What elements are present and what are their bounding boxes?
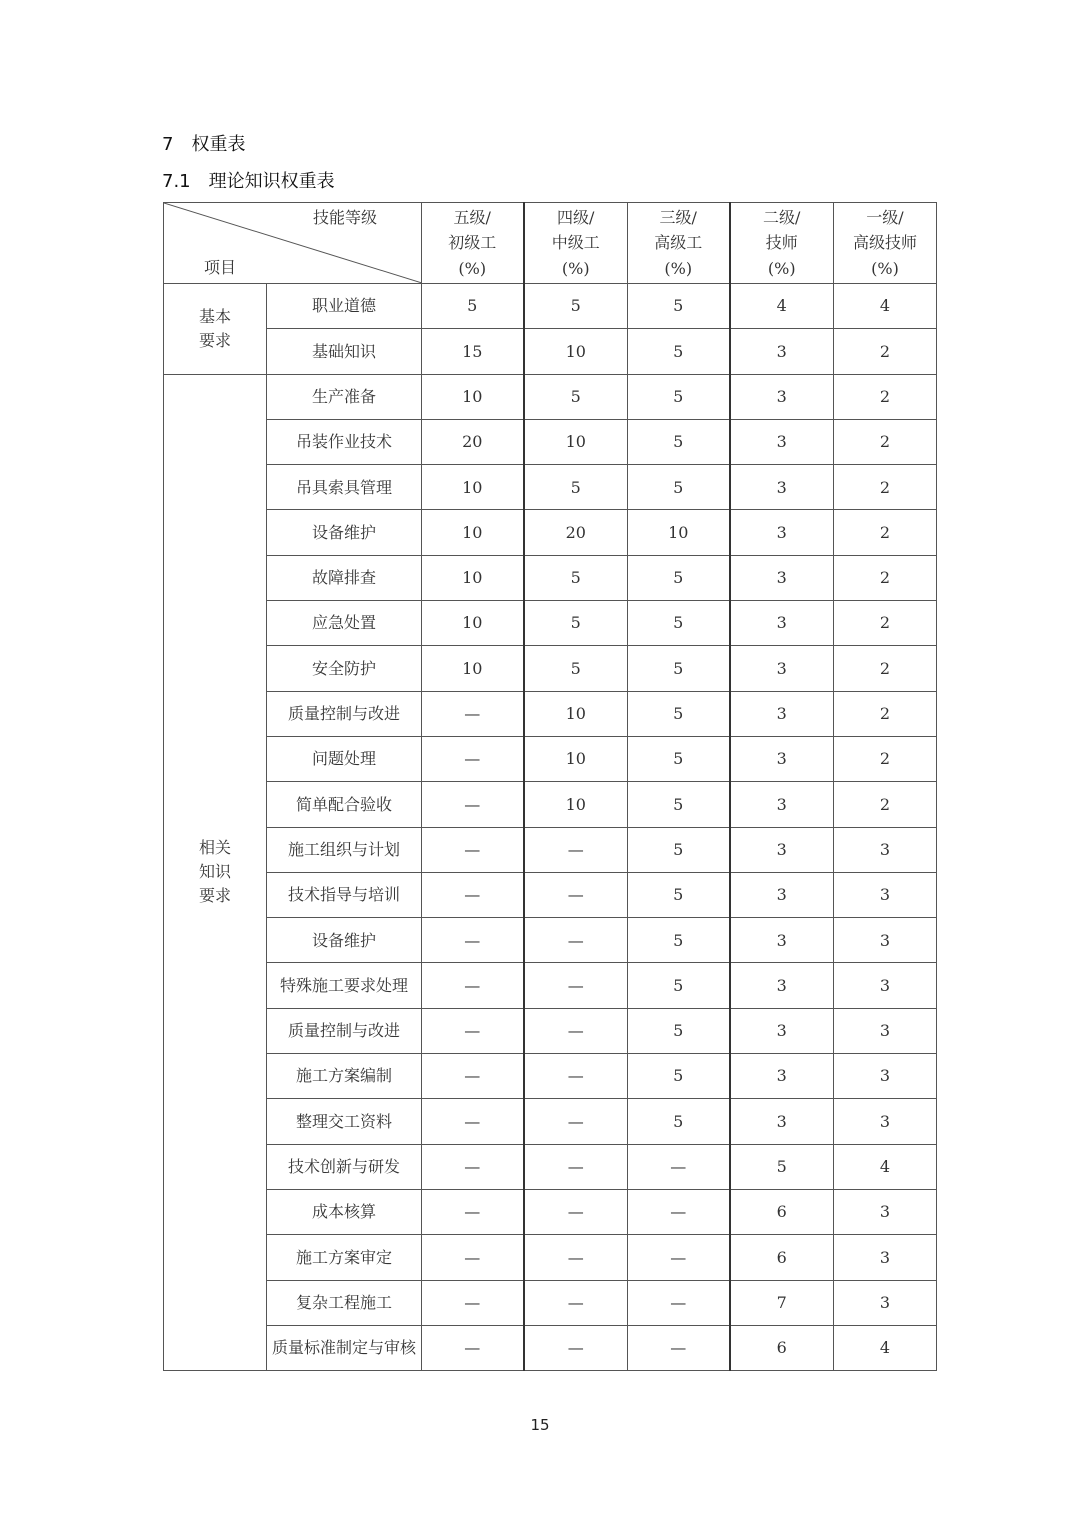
- weight-cell-level-4: —: [524, 827, 628, 872]
- weight-cell-level-2: 3: [730, 963, 834, 1008]
- weight-cell-level-3: 10: [628, 510, 730, 555]
- item-name: 应急处置: [267, 601, 422, 646]
- weight-cell-level-5: 5: [422, 284, 524, 329]
- weight-cell-level-1: 3: [834, 1280, 937, 1325]
- weight-cell-level-4: —: [524, 1280, 628, 1325]
- weight-cell-level-4: 5: [524, 646, 628, 691]
- weight-cell-level-5: —: [422, 782, 524, 827]
- table-row: [164, 872, 937, 917]
- weight-cell-level-4: 5: [524, 465, 628, 510]
- weight-cell-level-3: 5: [628, 827, 730, 872]
- weight-cell-level-4: —: [524, 872, 628, 917]
- item-name: 吊具索具管理: [267, 465, 422, 510]
- weight-cell-level-2: 3: [730, 872, 834, 917]
- weight-cell-level-5: 15: [422, 329, 524, 374]
- weight-cell-level-1: 3: [834, 918, 937, 963]
- table-row: [164, 1054, 937, 1099]
- weight-cell-level-1: 4: [834, 1144, 937, 1189]
- item-name: 质量控制与改进: [267, 1008, 422, 1053]
- item-name: 安全防护: [267, 646, 422, 691]
- weight-cell-level-2: 3: [730, 691, 834, 736]
- item-name: 基础知识: [267, 329, 422, 374]
- weight-cell-level-3: 5: [628, 918, 730, 963]
- weight-cell-level-3: 5: [628, 419, 730, 464]
- weight-cell-level-1: 3: [834, 1099, 937, 1144]
- section-number: 7: [162, 134, 174, 155]
- table-row: [164, 1099, 937, 1144]
- item-name: 设备维护: [267, 918, 422, 963]
- weight-cell-level-1: 2: [834, 510, 937, 555]
- weight-cell-level-2: 3: [730, 918, 834, 963]
- group-basic-requirements: [164, 284, 267, 375]
- section-title: 权重表: [191, 134, 246, 155]
- weight-cell-level-1: 3: [834, 827, 937, 872]
- item-name: 成本核算: [267, 1189, 422, 1234]
- table-row: [164, 510, 937, 555]
- table-row: [164, 1325, 937, 1370]
- weight-cell-level-1: 3: [834, 1054, 937, 1099]
- item-name: 整理交工资料: [267, 1099, 422, 1144]
- table-row: [164, 419, 937, 464]
- weight-cell-level-5: —: [422, 736, 524, 781]
- weight-cell-level-1: 3: [834, 1008, 937, 1053]
- level-5-line1: 五级/: [453, 207, 491, 227]
- weight-cell-level-5: 10: [422, 510, 524, 555]
- level-1-line3: (%): [871, 258, 899, 278]
- weight-cell-level-1: 3: [834, 1189, 937, 1234]
- table-row: [164, 963, 937, 1008]
- weight-cell-level-1: 2: [834, 419, 937, 464]
- subsection-heading: [162, 167, 335, 193]
- table-row: [164, 284, 937, 329]
- weight-cell-level-4: —: [524, 1325, 628, 1370]
- weight-cell-level-3: 5: [628, 691, 730, 736]
- weight-cell-level-1: 2: [834, 782, 937, 827]
- level-4-line2: 中级工: [551, 233, 600, 253]
- weight-cell-level-2: 3: [730, 782, 834, 827]
- weight-cell-level-2: 3: [730, 827, 834, 872]
- item-name: 生产准备: [267, 374, 422, 419]
- level-5-line3: (%): [458, 258, 487, 278]
- weight-cell-level-4: —: [524, 1099, 628, 1144]
- level-2-line2: 技师: [765, 233, 798, 253]
- group-basic-line2: 要求: [198, 330, 231, 350]
- item-name: 职业道德: [267, 284, 422, 329]
- item-name: 质量控制与改进: [267, 691, 422, 736]
- table-row: [164, 827, 937, 872]
- weight-cell-level-4: —: [524, 1189, 628, 1234]
- weight-cell-level-3: 5: [628, 872, 730, 917]
- weight-cell-level-5: —: [422, 827, 524, 872]
- weight-cell-level-2: 3: [730, 555, 834, 600]
- weight-cell-level-2: 3: [730, 736, 834, 781]
- weight-cell-level-2: 3: [730, 465, 834, 510]
- table-row: [164, 374, 937, 419]
- weight-cell-level-5: 10: [422, 601, 524, 646]
- level-1-line2: 高级技师: [852, 233, 917, 253]
- weight-cell-level-2: 6: [730, 1189, 834, 1234]
- table-row: [164, 736, 937, 781]
- weight-cell-level-4: 5: [524, 601, 628, 646]
- level-header-3: [628, 203, 730, 284]
- level-5-line2: 初级工: [448, 233, 497, 253]
- weight-cell-level-5: 20: [422, 419, 524, 464]
- weight-cell-level-5: —: [422, 691, 524, 736]
- weight-cell-level-3: 5: [628, 284, 730, 329]
- table-row: [164, 918, 937, 963]
- corner-skill-label: 技能等级: [312, 208, 377, 227]
- table-row: [164, 329, 937, 374]
- weight-cell-level-5: 10: [422, 465, 524, 510]
- weight-cell-level-3: 5: [628, 1099, 730, 1144]
- table-row: [164, 646, 937, 691]
- weight-cell-level-1: 2: [834, 329, 937, 374]
- weight-cell-level-1: 2: [834, 691, 937, 736]
- weight-cell-level-3: —: [628, 1189, 730, 1234]
- weight-cell-level-5: —: [422, 1008, 524, 1053]
- weight-cell-level-3: 5: [628, 1054, 730, 1099]
- table-row: [164, 465, 937, 510]
- item-name: 施工方案审定: [267, 1235, 422, 1280]
- item-name: 吊装作业技术: [267, 419, 422, 464]
- weight-cell-level-5: —: [422, 1235, 524, 1280]
- weight-cell-level-4: 20: [524, 510, 628, 555]
- item-name: 故障排查: [267, 555, 422, 600]
- weight-cell-level-4: 10: [524, 782, 628, 827]
- weight-cell-level-1: 3: [834, 872, 937, 917]
- diagonal-line: [164, 203, 422, 283]
- item-name: 技术创新与研发: [267, 1144, 422, 1189]
- weight-cell-level-5: —: [422, 963, 524, 1008]
- table-row: [164, 1280, 937, 1325]
- weight-cell-level-3: —: [628, 1235, 730, 1280]
- level-header-5: [422, 203, 524, 284]
- group-related-line2: 知识: [198, 862, 231, 882]
- weight-cell-level-1: 4: [834, 284, 937, 329]
- weight-cell-level-3: —: [628, 1144, 730, 1189]
- weight-cell-level-3: 5: [628, 329, 730, 374]
- weight-cell-level-1: 2: [834, 374, 937, 419]
- level-2-line1: 二级/: [763, 207, 801, 227]
- weight-cell-level-3: —: [628, 1325, 730, 1370]
- weight-cell-level-2: 7: [730, 1280, 834, 1325]
- weight-cell-level-3: 5: [628, 601, 730, 646]
- table-row: [164, 782, 937, 827]
- item-name: 特殊施工要求处理: [267, 963, 422, 1008]
- item-name: 技术指导与培训: [267, 872, 422, 917]
- weight-cell-level-4: 10: [524, 329, 628, 374]
- weight-cell-level-5: —: [422, 1280, 524, 1325]
- weight-cell-level-4: —: [524, 1235, 628, 1280]
- weight-cell-level-1: 2: [834, 646, 937, 691]
- page-number: 15: [530, 1416, 550, 1434]
- weight-cell-level-3: 5: [628, 555, 730, 600]
- weight-cell-level-2: 5: [730, 1144, 834, 1189]
- weight-cell-level-5: —: [422, 1144, 524, 1189]
- corner-item-label: 项目: [204, 258, 237, 278]
- level-4-line3: (%): [561, 258, 590, 278]
- weight-cell-level-2: 3: [730, 646, 834, 691]
- section-heading: [162, 130, 245, 156]
- item-name: 施工组织与计划: [267, 827, 422, 872]
- level-3-line3: (%): [664, 258, 693, 278]
- level-4-line1: 四级/: [557, 207, 595, 227]
- weight-cell-level-2: 3: [730, 374, 834, 419]
- weight-cell-level-4: 5: [524, 374, 628, 419]
- weight-cell-level-3: 5: [628, 736, 730, 781]
- level-header-4: [524, 203, 628, 284]
- weight-cell-level-5: —: [422, 1325, 524, 1370]
- weight-cell-level-3: —: [628, 1280, 730, 1325]
- weight-cell-level-2: 3: [730, 419, 834, 464]
- level-header-2: [730, 203, 834, 284]
- corner-header-cell: [164, 203, 422, 284]
- item-name: 问题处理: [267, 736, 422, 781]
- weight-cell-level-1: 2: [834, 601, 937, 646]
- weight-cell-level-3: 5: [628, 963, 730, 1008]
- weight-cell-level-4: 10: [524, 419, 628, 464]
- weight-table: [163, 202, 937, 1371]
- group-related-line1: 相关: [198, 838, 231, 858]
- weight-cell-level-4: —: [524, 1008, 628, 1053]
- weight-cell-level-3: 5: [628, 782, 730, 827]
- weight-cell-level-5: —: [422, 918, 524, 963]
- weight-cell-level-2: 3: [730, 1008, 834, 1053]
- weight-cell-level-2: 3: [730, 510, 834, 555]
- weight-cell-level-4: 5: [524, 555, 628, 600]
- weight-cell-level-1: 4: [834, 1325, 937, 1370]
- level-2-line3: (%): [767, 258, 796, 278]
- table-row: [164, 1235, 937, 1280]
- table-row: [164, 691, 937, 736]
- subsection-number: 7.1: [162, 171, 191, 192]
- weight-cell-level-5: 10: [422, 646, 524, 691]
- level-3-line1: 三级/: [659, 207, 697, 227]
- table-row: [164, 1144, 937, 1189]
- item-name: 质量标准制定与审核: [267, 1325, 422, 1370]
- weight-cell-level-4: —: [524, 918, 628, 963]
- weight-cell-level-2: 3: [730, 329, 834, 374]
- weight-cell-level-1: 3: [834, 1235, 937, 1280]
- weight-cell-level-4: —: [524, 963, 628, 1008]
- weight-cell-level-1: 2: [834, 465, 937, 510]
- weight-cell-level-1: 2: [834, 555, 937, 600]
- weight-cell-level-4: 5: [524, 284, 628, 329]
- level-3-line2: 高级工: [654, 233, 703, 253]
- weight-cell-level-3: 5: [628, 1008, 730, 1053]
- weight-cell-level-1: 2: [834, 736, 937, 781]
- item-name: 设备维护: [267, 510, 422, 555]
- weight-cell-level-5: —: [422, 1054, 524, 1099]
- subsection-title: 理论知识权重表: [208, 171, 335, 192]
- weight-cell-level-5: 10: [422, 374, 524, 419]
- weight-cell-level-5: —: [422, 872, 524, 917]
- table-row: [164, 601, 937, 646]
- item-name: 简单配合验收: [267, 782, 422, 827]
- weight-cell-level-4: 10: [524, 736, 628, 781]
- weight-cell-level-2: 6: [730, 1325, 834, 1370]
- weight-cell-level-3: 5: [628, 374, 730, 419]
- weight-cell-level-2: 6: [730, 1235, 834, 1280]
- weight-cell-level-2: 3: [730, 1054, 834, 1099]
- table-row: [164, 1189, 937, 1234]
- group-basic-line1: 基本: [198, 306, 231, 326]
- group-related-line3: 要求: [198, 886, 231, 906]
- weight-cell-level-3: 5: [628, 646, 730, 691]
- level-header-1: [834, 203, 937, 284]
- weight-cell-level-3: 5: [628, 465, 730, 510]
- weight-cell-level-2: 3: [730, 601, 834, 646]
- header-row: [164, 203, 937, 284]
- weight-cell-level-5: —: [422, 1099, 524, 1144]
- weight-cell-level-1: 3: [834, 963, 937, 1008]
- weight-cell-level-4: —: [524, 1144, 628, 1189]
- weight-cell-level-5: 10: [422, 555, 524, 600]
- weight-cell-level-4: 10: [524, 691, 628, 736]
- table-row: [164, 555, 937, 600]
- group-related-knowledge: [164, 374, 267, 1371]
- item-name: 施工方案编制: [267, 1054, 422, 1099]
- weight-cell-level-2: 4: [730, 284, 834, 329]
- weight-cell-level-5: —: [422, 1189, 524, 1234]
- weight-cell-level-2: 3: [730, 1099, 834, 1144]
- item-name: 复杂工程施工: [267, 1280, 422, 1325]
- level-1-line1: 一级/: [866, 207, 904, 227]
- weight-cell-level-4: —: [524, 1054, 628, 1099]
- table-row: [164, 1008, 937, 1053]
